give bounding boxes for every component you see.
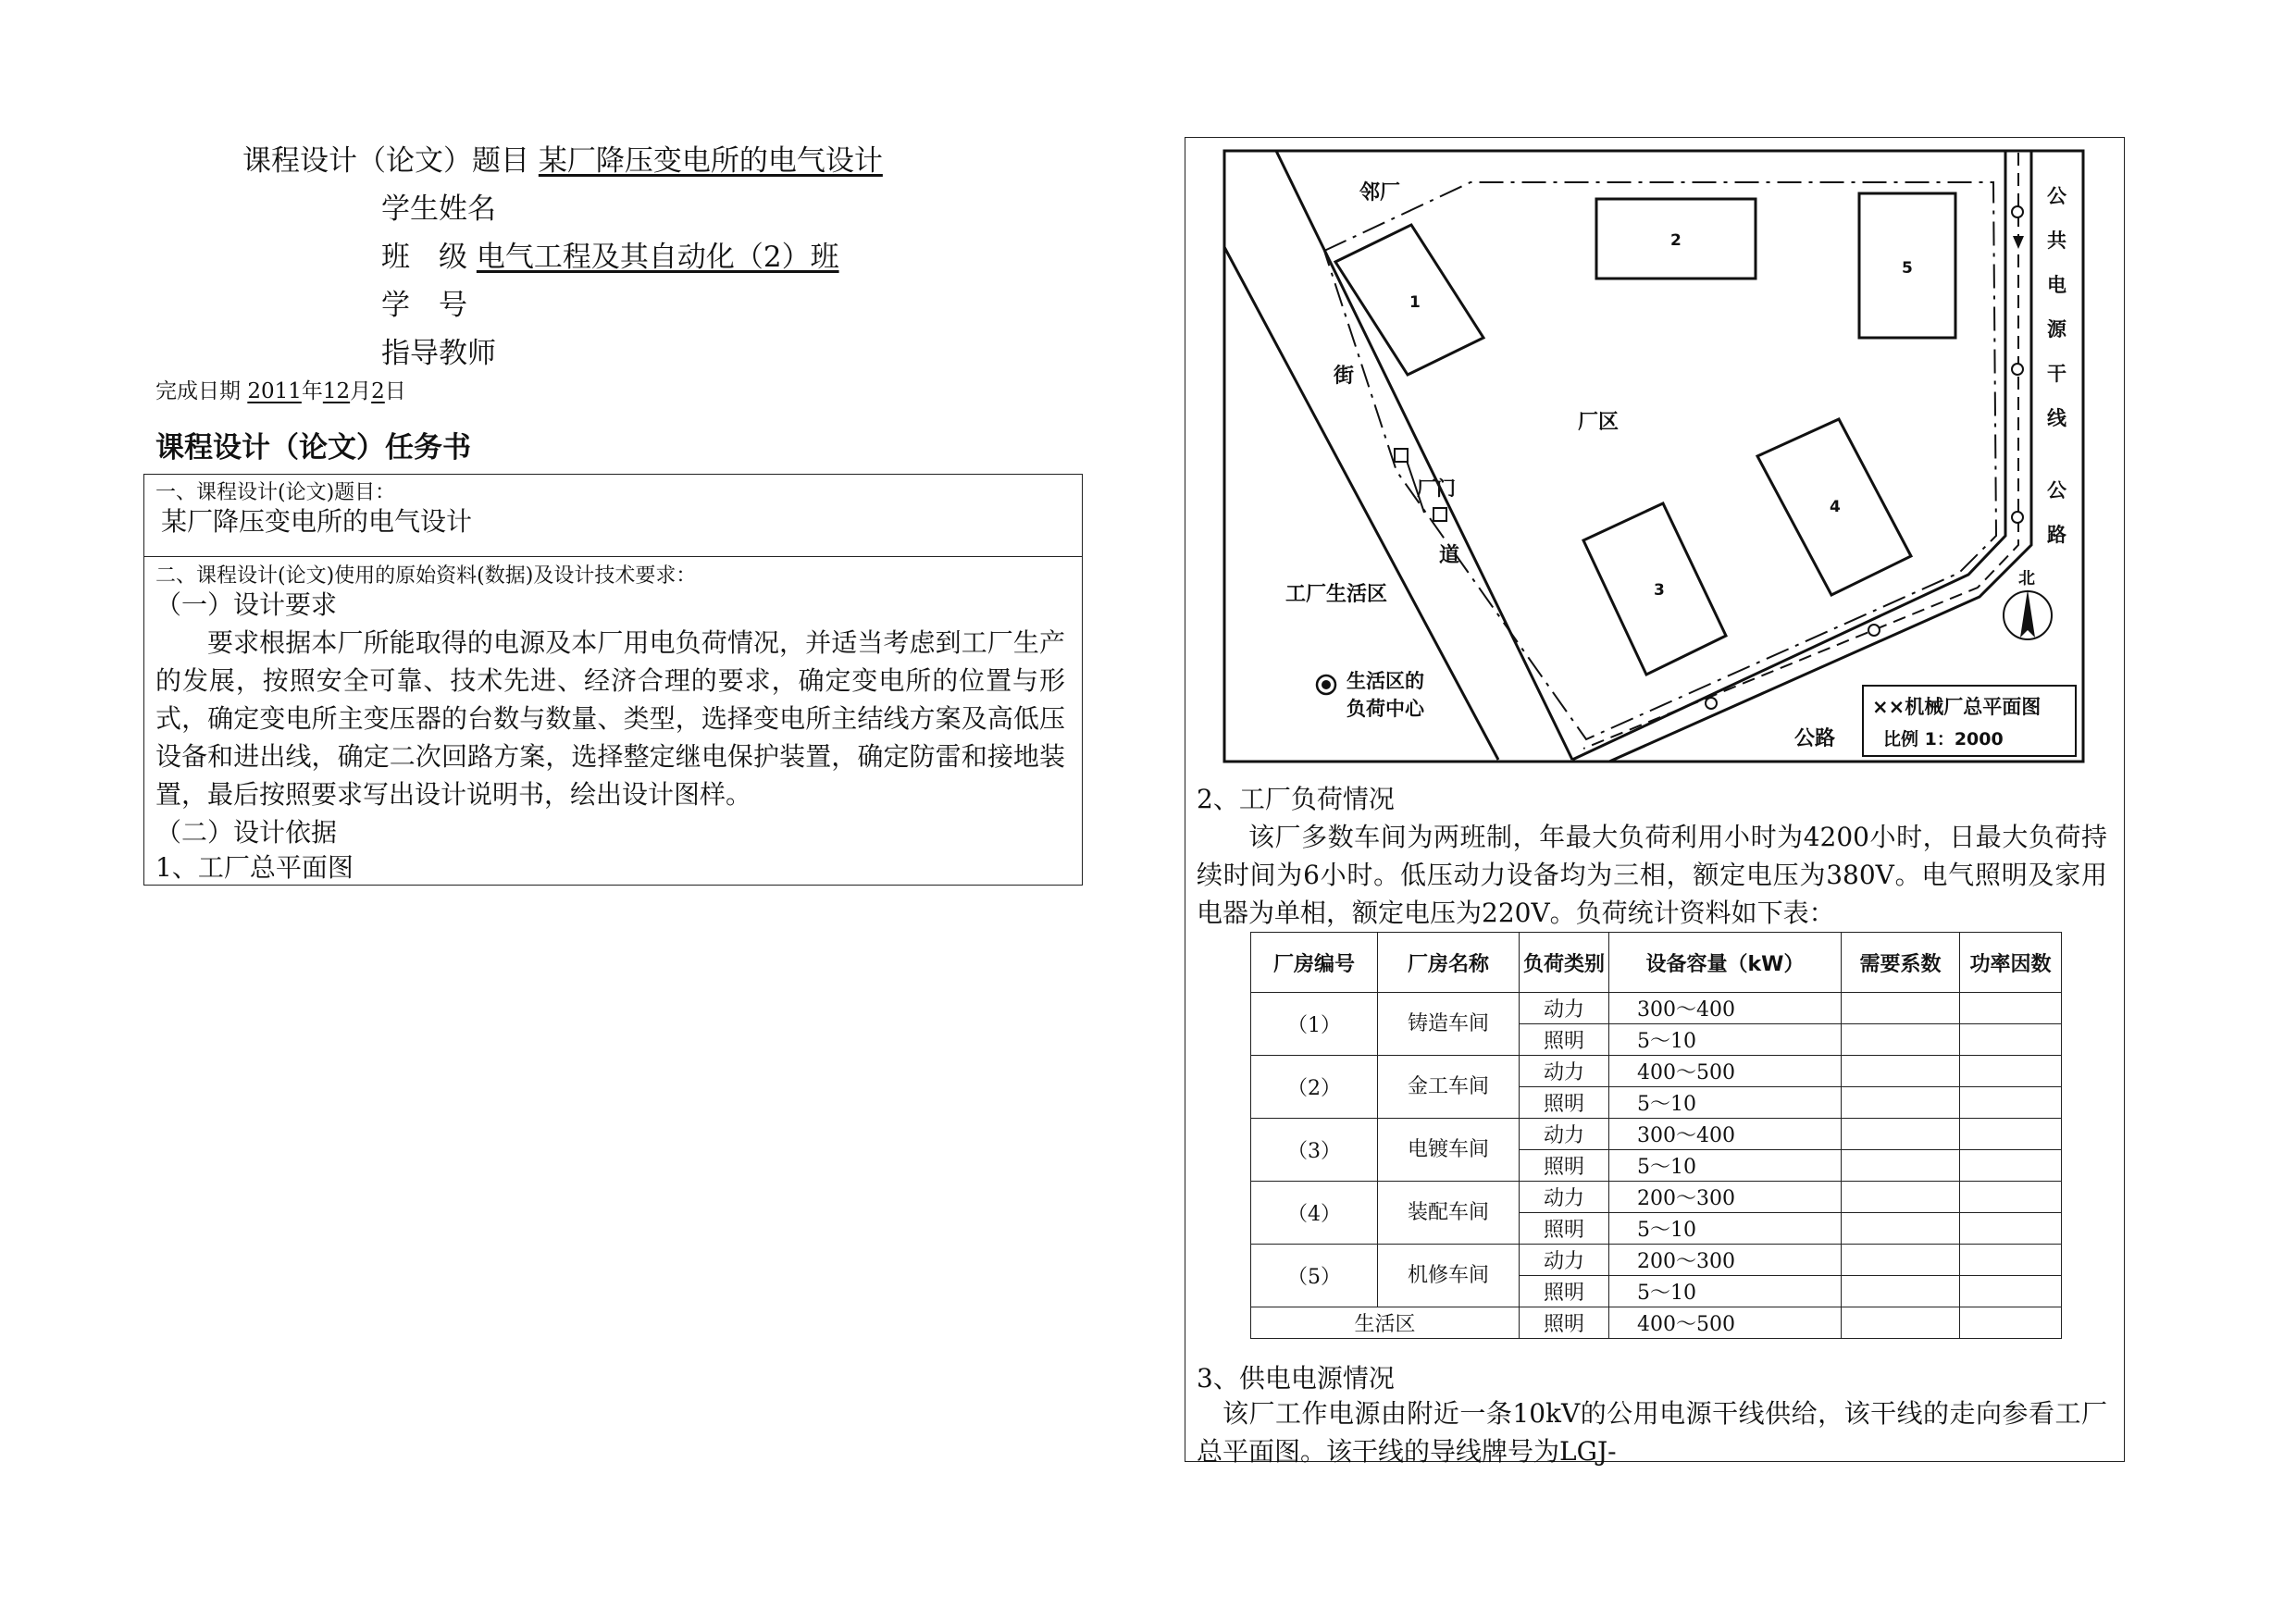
row-capacity: 200～300 [1609, 1182, 1842, 1213]
requirements-heading: （一）设计要求 [155, 589, 338, 620]
divider [144, 556, 1082, 557]
section1-value: 某厂降压变电所的电气设计 [161, 506, 473, 537]
label-street-1: 街 [1334, 365, 1355, 388]
label-load-center-1: 生活区的 [1347, 670, 1424, 692]
row-type: 照明 [1520, 1024, 1609, 1056]
label-north: 北 [2018, 569, 2035, 588]
table-row [1251, 1056, 2062, 1087]
row-capacity: 5～10 [1609, 1024, 1842, 1056]
row-no: （3） [1251, 1119, 1378, 1182]
row-no: （2） [1251, 1056, 1378, 1119]
building-2-label: 2 [1670, 231, 1682, 250]
row-type: 照明 [1520, 1307, 1609, 1339]
item-site-plan: 1、工厂总平面图 [155, 852, 354, 883]
advisor-label: 指导教师 [381, 337, 496, 370]
date-year-unit: 年 [301, 379, 323, 403]
row-type: 照明 [1520, 1150, 1609, 1182]
class-value: 电气工程及其自动化（2）班 [476, 241, 839, 274]
header-capacity: 设备容量（kW） [1609, 933, 1842, 993]
row-capacity: 5～10 [1609, 1150, 1842, 1182]
supply-heading: 3、供电电源情况 [1197, 1363, 1395, 1394]
building-4-label: 4 [1830, 498, 1841, 516]
svg-text:电: 电 [2047, 274, 2066, 296]
site-plan-map [1221, 147, 2091, 765]
gate-post [1433, 508, 1446, 521]
table-row [1251, 1119, 2062, 1150]
row-demand [1842, 1024, 1960, 1056]
pole [2012, 364, 2023, 375]
header-name: 厂房名称 [1378, 933, 1520, 993]
table-row-living [1251, 1307, 2062, 1339]
svg-text:干: 干 [2047, 363, 2066, 385]
row-capacity: 400～500 [1609, 1307, 1842, 1339]
pole [2012, 512, 2023, 523]
class-label: 班 级 [381, 241, 467, 274]
row-pf [1960, 1245, 2062, 1276]
row-pf [1960, 993, 2062, 1024]
date-month-unit: 月 [350, 379, 372, 403]
load-heading: 2、工厂负荷情况 [1197, 784, 1395, 814]
row-name: 金工车间 [1378, 1056, 1520, 1119]
row-demand [1842, 1245, 1960, 1276]
label-street-2: 道 [1439, 544, 1460, 567]
row-type: 动力 [1520, 1182, 1609, 1213]
table-row [1251, 993, 2062, 1024]
task-box [143, 474, 1083, 886]
svg-text:路: 路 [2047, 524, 2066, 546]
row-capacity: 5～10 [1609, 1276, 1842, 1307]
label-neighbor: 邻厂 [1359, 181, 1401, 204]
row-type: 动力 [1520, 1245, 1609, 1276]
section1-label: 一、课程设计(论文)题目： [155, 481, 396, 504]
row-name: 电镀车间 [1378, 1119, 1520, 1182]
map-scale: 比例 1：2000 [1883, 729, 2004, 750]
student-row [242, 185, 883, 233]
label-load-center-2: 负荷中心 [1347, 698, 1424, 720]
date-month: 12 [322, 379, 351, 403]
id-row [242, 281, 883, 329]
table-row [1251, 1182, 2062, 1213]
row-pf [1960, 1182, 2062, 1213]
row-capacity: 300～400 [1609, 993, 1842, 1024]
label-living: 工厂生活区 [1285, 583, 1388, 606]
student-label: 学生姓名 [381, 192, 496, 226]
table-row [1251, 1245, 2062, 1276]
row-capacity: 200～300 [1609, 1245, 1842, 1276]
supply-text: 该厂工作电源由附近一条10kV的公用电源干线供给，该干线的走向参看工厂总平面图。该干线的导线牌号为LGJ- [1197, 1398, 2107, 1467]
label-area: 厂区 [1578, 411, 1620, 434]
row-no: （1） [1251, 993, 1378, 1056]
title-row [242, 137, 883, 185]
class-row [242, 233, 883, 281]
row-demand [1842, 1213, 1960, 1245]
load-table [1250, 932, 2062, 1339]
flow-arrow [2013, 236, 2024, 249]
row-no: （5） [1251, 1245, 1378, 1307]
row-pf [1960, 1276, 2062, 1307]
completion-date [155, 374, 406, 404]
north-arrow [2020, 589, 2035, 638]
row-pf [1960, 1024, 2062, 1056]
row-type: 动力 [1520, 993, 1609, 1024]
row-capacity: 300～400 [1609, 1119, 1842, 1150]
row-pf [1960, 1307, 2062, 1339]
row-type: 照明 [1520, 1213, 1609, 1245]
label-road-bottom: 公路 [1794, 727, 1836, 750]
power-line [1583, 153, 2018, 749]
building-3-label: 3 [1654, 581, 1665, 600]
svg-text:共: 共 [2047, 229, 2066, 252]
map-caption: ××机械厂总平面图 [1872, 696, 2042, 718]
header-power-factor: 功率因数 [1960, 933, 2062, 993]
load-center-dot [1322, 680, 1331, 689]
gate-post [1395, 449, 1408, 462]
pole [1706, 698, 1717, 709]
row-demand [1842, 1119, 1960, 1150]
table-header-row [1251, 933, 2062, 993]
svg-text:线: 线 [2047, 407, 2066, 429]
road-right-label [2047, 185, 2067, 546]
row-demand [1842, 1307, 1960, 1339]
date-day-unit: 日 [384, 379, 406, 403]
pole [1868, 625, 1880, 636]
row-pf [1960, 1213, 2062, 1245]
row-pf [1960, 1119, 2062, 1150]
basis-heading: （二）设计依据 [155, 817, 338, 848]
row-type: 照明 [1520, 1276, 1609, 1307]
date-label: 完成日期 [155, 379, 241, 403]
label-gate: 厂门 [1417, 477, 1456, 500]
requirements-text: 要求根据本厂所能取得的电源及本厂用电负荷情况，并适当考虑到工厂生产的发展，按照安全可靠、技术先进、经济合理的要求，确定变电所的位置与形式，确定变电所主变压器的台数与数量、类型，选择变电所主结线方案及高低压设备和进出线，确定二次回路方案，选择整定继电保护装置，确定防雷和接地装置，最后按照要求写出设计说明书，绘出设计图样。 [155, 627, 1065, 810]
row-demand [1842, 1276, 1960, 1307]
id-label: 学 号 [381, 289, 467, 322]
svg-text:公: 公 [2047, 479, 2066, 502]
header-type: 负荷类别 [1520, 933, 1609, 993]
row-capacity: 5～10 [1609, 1087, 1842, 1119]
svg-text:公: 公 [2047, 185, 2066, 207]
row-demand [1842, 1150, 1960, 1182]
row-type: 动力 [1520, 1119, 1609, 1150]
advisor-row [242, 329, 883, 378]
building-5-label: 5 [1902, 259, 1913, 278]
row-demand [1842, 993, 1960, 1024]
row-demand [1842, 1087, 1960, 1119]
row-type: 动力 [1520, 1056, 1609, 1087]
row-demand [1842, 1056, 1960, 1087]
row-name: 装配车间 [1378, 1182, 1520, 1245]
title-value: 某厂降压变电所的电气设计 [538, 144, 883, 178]
task-heading: 课程设计（论文）任务书 [155, 431, 471, 465]
row-name: 生活区 [1251, 1307, 1520, 1339]
right-panel [1185, 137, 2125, 1467]
section2-label: 二、课程设计(论文)使用的原始资料(数据)及设计技术要求： [155, 564, 697, 588]
header-demand-factor: 需要系数 [1842, 933, 1960, 993]
road-edge-1 [1572, 151, 2005, 760]
factory-boundary [1324, 182, 1996, 739]
svg-text:源: 源 [2047, 318, 2066, 341]
street-edge-2 [1276, 151, 1572, 760]
row-type: 照明 [1520, 1087, 1609, 1119]
row-name: 铸造车间 [1378, 993, 1520, 1056]
building-1-label: 1 [1409, 293, 1421, 312]
row-capacity: 5～10 [1609, 1213, 1842, 1245]
row-pf [1960, 1150, 2062, 1182]
row-pf [1960, 1087, 2062, 1119]
row-name: 机修车间 [1378, 1245, 1520, 1307]
row-demand [1842, 1182, 1960, 1213]
row-pf [1960, 1056, 2062, 1087]
date-year: 2011 [247, 379, 302, 403]
row-capacity: 400～500 [1609, 1056, 1842, 1087]
header-no: 厂房编号 [1251, 933, 1378, 993]
pole [2012, 206, 2023, 217]
row-no: （4） [1251, 1182, 1378, 1245]
load-text: 该厂多数车间为两班制，年最大负荷利用小时为4200小时，日最大负荷持续时间为6小时。低压动力设备均为三相，额定电压为380V。电气照明及家用电器为单相，额定电压为220V。负荷统计资料如下表： [1197, 822, 2107, 928]
title-label: 课程设计（论文）题目 [242, 144, 529, 178]
cover-block [242, 137, 883, 378]
date-day: 2 [371, 379, 385, 403]
